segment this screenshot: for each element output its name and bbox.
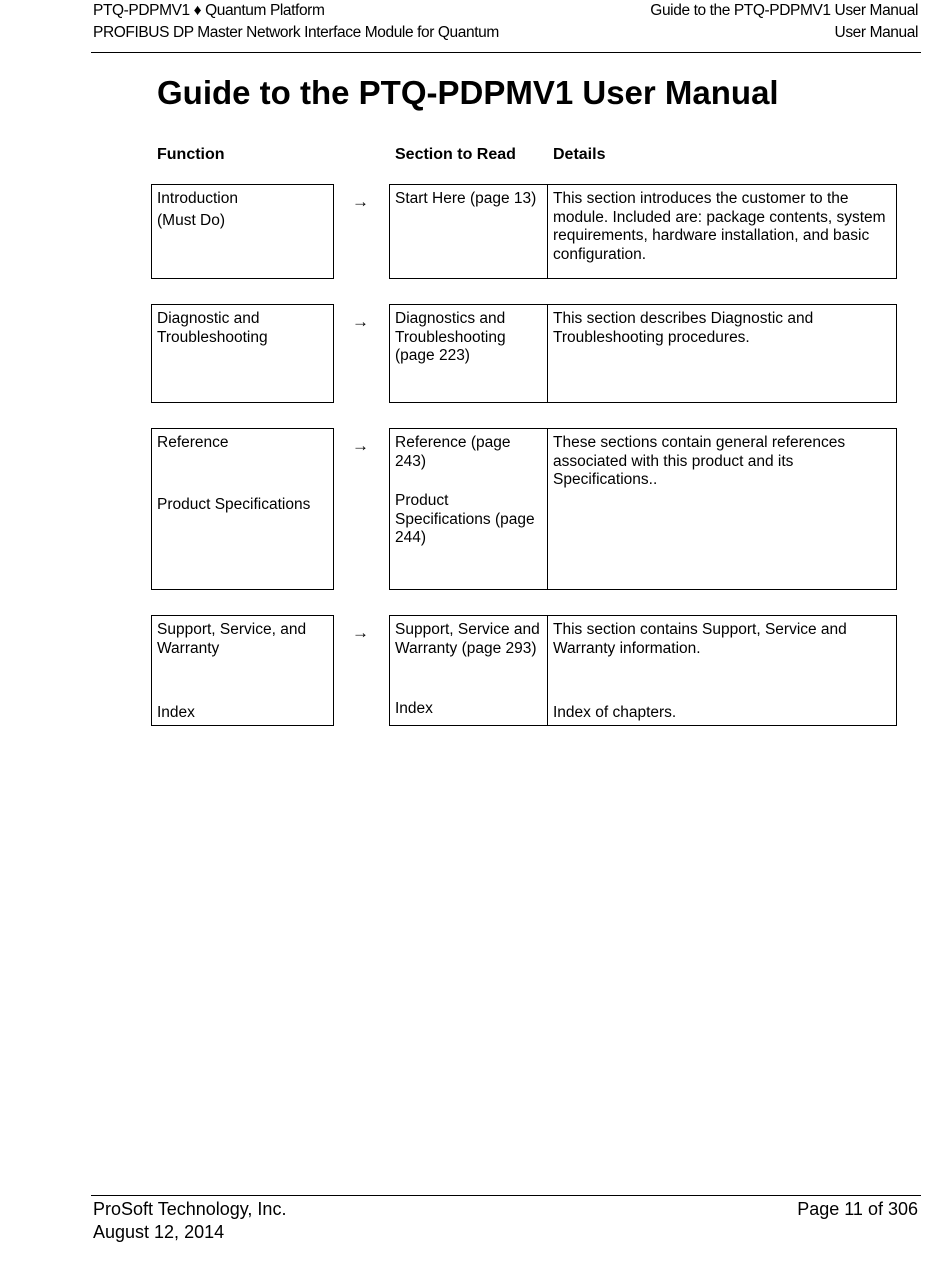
section-link[interactable]: Index xyxy=(395,700,433,717)
section-link[interactable]: Support, Service and Warranty (page 293) xyxy=(395,621,540,657)
details-text: This section contains Support, Service and Warranty information. xyxy=(553,621,847,657)
page-footer xyxy=(93,1198,918,1244)
section-link[interactable]: Start Here (page 13) xyxy=(395,190,537,207)
right-arrow-icon: → xyxy=(352,436,369,455)
cell-divider xyxy=(547,428,548,590)
function-label: Introduction xyxy=(157,190,238,207)
right-arrow-icon: → xyxy=(352,192,369,211)
running-header xyxy=(93,0,918,44)
footer-date: August 12, 2014 xyxy=(93,1222,225,1242)
header-manual-type: User Manual xyxy=(834,24,918,41)
details-text: Index of chapters. xyxy=(553,704,677,721)
section-link[interactable]: Product Specifications (page 244) xyxy=(395,492,535,546)
details-text: These sections contain general references associated with this product and its Specifications.. xyxy=(553,434,846,488)
column-heading-section: Section to Read xyxy=(395,146,516,163)
details-text: This section introduces the customer to the module. Included are: package contents, system requirements, hardware installation, and basic configuration. xyxy=(553,190,886,263)
header-product-description: PROFIBUS DP Master Network Interface Module for Quantum xyxy=(93,24,499,41)
function-label: (Must Do) xyxy=(157,212,226,229)
section-link[interactable]: Diagnostics and Troubleshooting (page 223) xyxy=(395,310,506,364)
footer-divider xyxy=(91,1195,921,1196)
details-text: This section describes Diagnostic and Troubleshooting procedures. xyxy=(553,310,814,346)
function-label: Diagnostic and Troubleshooting xyxy=(157,310,268,346)
page-title: Guide to the PTQ-PDPMV1 User Manual xyxy=(157,74,779,111)
right-arrow-icon: → xyxy=(352,312,369,331)
footer-company: ProSoft Technology, Inc. xyxy=(93,1199,287,1219)
cell-divider xyxy=(547,615,548,726)
column-heading-details: Details xyxy=(553,146,606,163)
footer-page-number: Page 11 of 306 xyxy=(797,1199,918,1219)
cell-divider xyxy=(547,184,548,279)
function-label: Product Specifications xyxy=(157,496,311,513)
section-link[interactable]: Reference (page 243) xyxy=(395,434,511,470)
header-divider xyxy=(91,52,921,53)
header-manual-title: Guide to the PTQ-PDPMV1 User Manual xyxy=(650,2,918,19)
column-heading-function: Function xyxy=(157,146,225,163)
cell-divider xyxy=(547,304,548,403)
function-label: Reference xyxy=(157,434,229,451)
header-product-line: PTQ-PDPMV1 ♦ Quantum Platform xyxy=(93,2,325,19)
function-label: Index xyxy=(157,704,195,721)
right-arrow-icon: → xyxy=(352,623,369,642)
function-label: Support, Service, and Warranty xyxy=(157,621,307,657)
